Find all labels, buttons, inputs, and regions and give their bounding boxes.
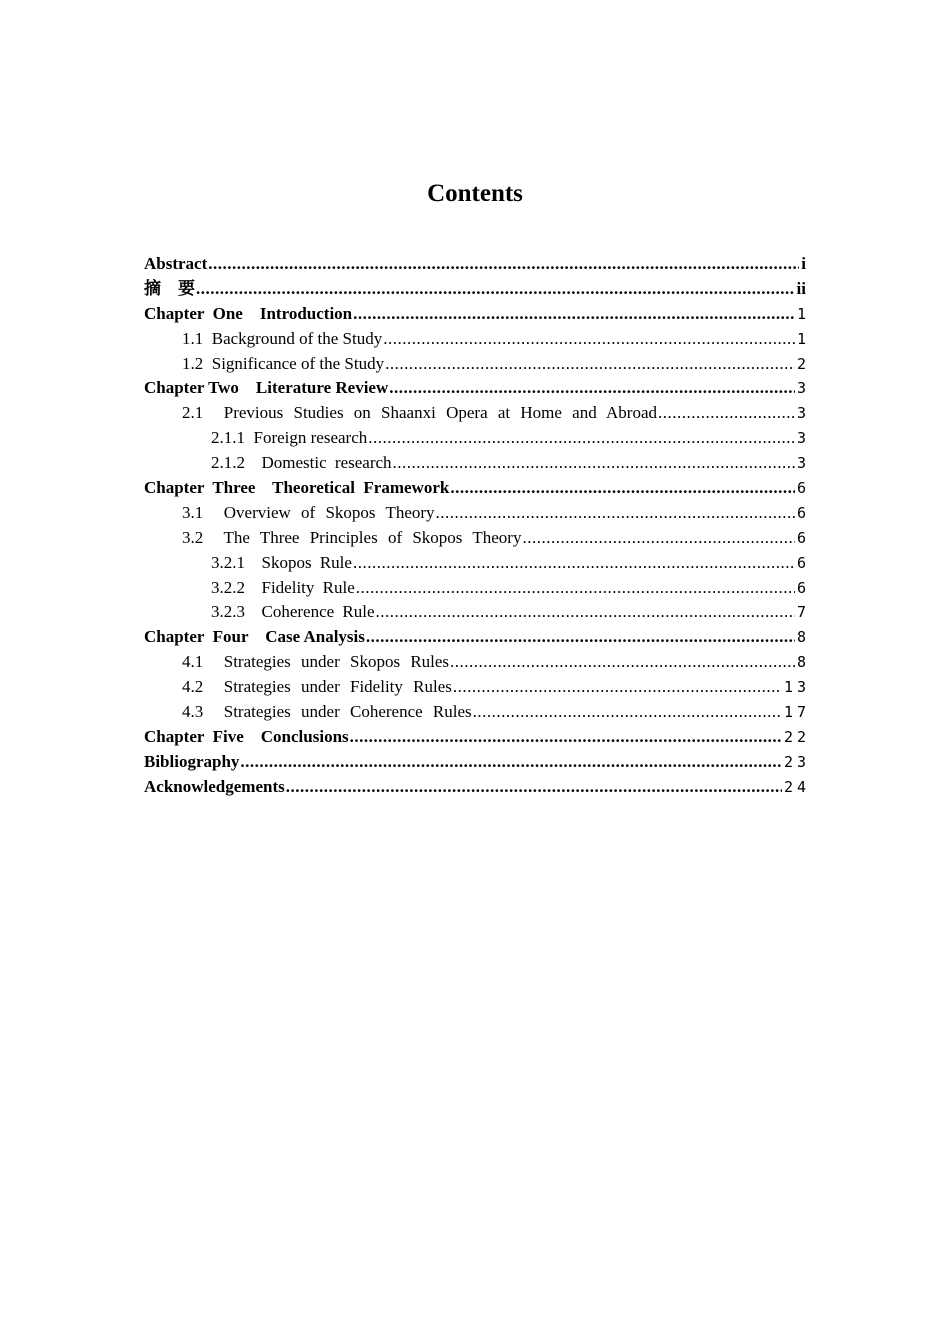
toc-entry-1-1[interactable] [144, 327, 810, 352]
toc-entry-chinese-abstract[interactable] [144, 277, 806, 302]
toc-dot-leader [450, 476, 795, 501]
toc-page-number: 3 [796, 454, 810, 473]
toc-entry-label: Chapter Two Literature Review [144, 378, 389, 398]
toc-entry-2-1[interactable] [144, 401, 810, 426]
toc-entry-label: 2.1 Previous Studies on Shaanxi Opera at Home and Abroad [182, 403, 658, 423]
toc-dot-leader [196, 277, 795, 302]
toc-dot-leader [450, 650, 795, 675]
toc-page-number: 6 [796, 479, 810, 498]
toc-page-number: 6 [796, 553, 810, 572]
toc-page-number: ii [796, 278, 806, 298]
toc-entry-3-2[interactable] [144, 526, 810, 551]
toc-page-number: 3 [796, 404, 810, 423]
toc-entry-chapter-three[interactable] [144, 476, 810, 501]
toc-dot-leader [453, 675, 782, 700]
toc-dot-leader [366, 625, 795, 650]
toc-dot-leader [208, 252, 799, 277]
toc-page-number: 7 [796, 603, 810, 622]
toc-dot-leader [393, 451, 795, 476]
toc-page-number: 24 [783, 777, 810, 796]
toc-entry-chapter-one[interactable] [144, 302, 810, 327]
toc-entry-chapter-four[interactable] [144, 625, 810, 650]
page-title: Contents [427, 180, 523, 207]
toc-entry-4-2[interactable] [144, 675, 810, 700]
toc-page-number: 3 [796, 379, 810, 398]
toc-entry-label: 3.2.1 Skopos Rule [211, 552, 352, 572]
toc-entry-label: 3.2.2 Fidelity Rule [211, 577, 355, 597]
toc-dot-leader [350, 725, 782, 750]
toc-entry-label: Acknowledgements [144, 776, 285, 796]
toc-entry-2-1-1[interactable] [144, 426, 810, 451]
toc-dot-leader [473, 700, 782, 725]
toc-dot-leader [522, 526, 795, 551]
toc-entry-label: 4.3 Strategies under Coherence Rules [182, 702, 472, 722]
toc-page-number: 8 [796, 653, 810, 672]
toc-entry-label: 3.2 The Three Principles of Skopos Theory [182, 527, 522, 547]
toc-entry-label: 2.1.1 Foreign research [211, 428, 368, 448]
toc-entry-3-2-3[interactable] [144, 600, 810, 625]
toc-dot-leader [353, 551, 795, 576]
toc-dot-leader [658, 401, 795, 426]
toc-entry-1-2[interactable] [144, 352, 810, 377]
toc-page-number: 23 [783, 752, 810, 771]
toc-page-number: 1 [796, 304, 810, 323]
toc-entry-label: 摘 要 [144, 278, 195, 298]
toc-page-number: 8 [796, 628, 810, 647]
toc-page-number: 6 [796, 528, 810, 547]
toc-page-number: 3 [796, 429, 810, 448]
toc-page-number: 17 [783, 703, 810, 722]
toc-dot-leader [383, 327, 795, 352]
toc-entry-label: 2.1.2 Domestic research [211, 453, 392, 473]
toc-page-number: 6 [796, 578, 810, 597]
toc-entry-chapter-five[interactable] [144, 725, 810, 750]
toc-page-number: 22 [783, 727, 810, 746]
toc-page-number: 2 [796, 354, 810, 373]
toc-dot-leader [356, 576, 795, 601]
toc-entry-abstract[interactable] [144, 252, 806, 277]
toc-entry-label: Bibliography [144, 751, 240, 771]
table-of-contents [144, 252, 810, 800]
toc-page-number: i [801, 254, 806, 273]
toc-entry-label: 1.1 Background of the Study [182, 328, 383, 348]
toc-entry-acknowledgements[interactable] [144, 775, 810, 800]
toc-entry-label: 1.2 Significance of the Study [182, 353, 385, 373]
toc-dot-leader [286, 775, 782, 800]
toc-entry-label: Chapter Five Conclusions [144, 726, 349, 746]
toc-entry-label: Abstract [144, 254, 208, 273]
toc-dot-leader [353, 302, 795, 327]
toc-entry-label: 3.2.3 Coherence Rule [211, 602, 375, 622]
toc-dot-leader [385, 352, 795, 377]
toc-dot-leader [389, 376, 795, 401]
toc-entry-3-2-1[interactable] [144, 551, 810, 576]
toc-entry-label: 4.1 Strategies under Skopos Rules [182, 652, 450, 672]
toc-entry-4-1[interactable] [144, 650, 810, 675]
toc-dot-leader [368, 426, 795, 451]
toc-entry-3-1[interactable] [144, 501, 810, 526]
toc-entry-label: Chapter Four Case Analysis [144, 627, 365, 647]
toc-entry-label: Chapter One Introduction [144, 303, 353, 323]
toc-entry-label: 4.2 Strategies under Fidelity Rules [182, 677, 452, 697]
toc-page-number: 1 [796, 329, 810, 348]
toc-entry-label: Chapter Three Theoretical Framework [144, 478, 450, 498]
toc-page-number: 6 [796, 503, 810, 522]
toc-page-number: 13 [783, 678, 810, 697]
toc-dot-leader [376, 600, 795, 625]
toc-dot-leader [240, 750, 782, 775]
toc-dot-leader [436, 501, 795, 526]
toc-entry-3-2-2[interactable] [144, 576, 810, 601]
toc-entry-chapter-two[interactable] [144, 376, 810, 401]
toc-entry-4-3[interactable] [144, 700, 810, 725]
toc-entry-bibliography[interactable] [144, 750, 810, 775]
toc-entry-2-1-2[interactable] [144, 451, 810, 476]
toc-entry-label: 3.1 Overview of Skopos Theory [182, 502, 435, 522]
